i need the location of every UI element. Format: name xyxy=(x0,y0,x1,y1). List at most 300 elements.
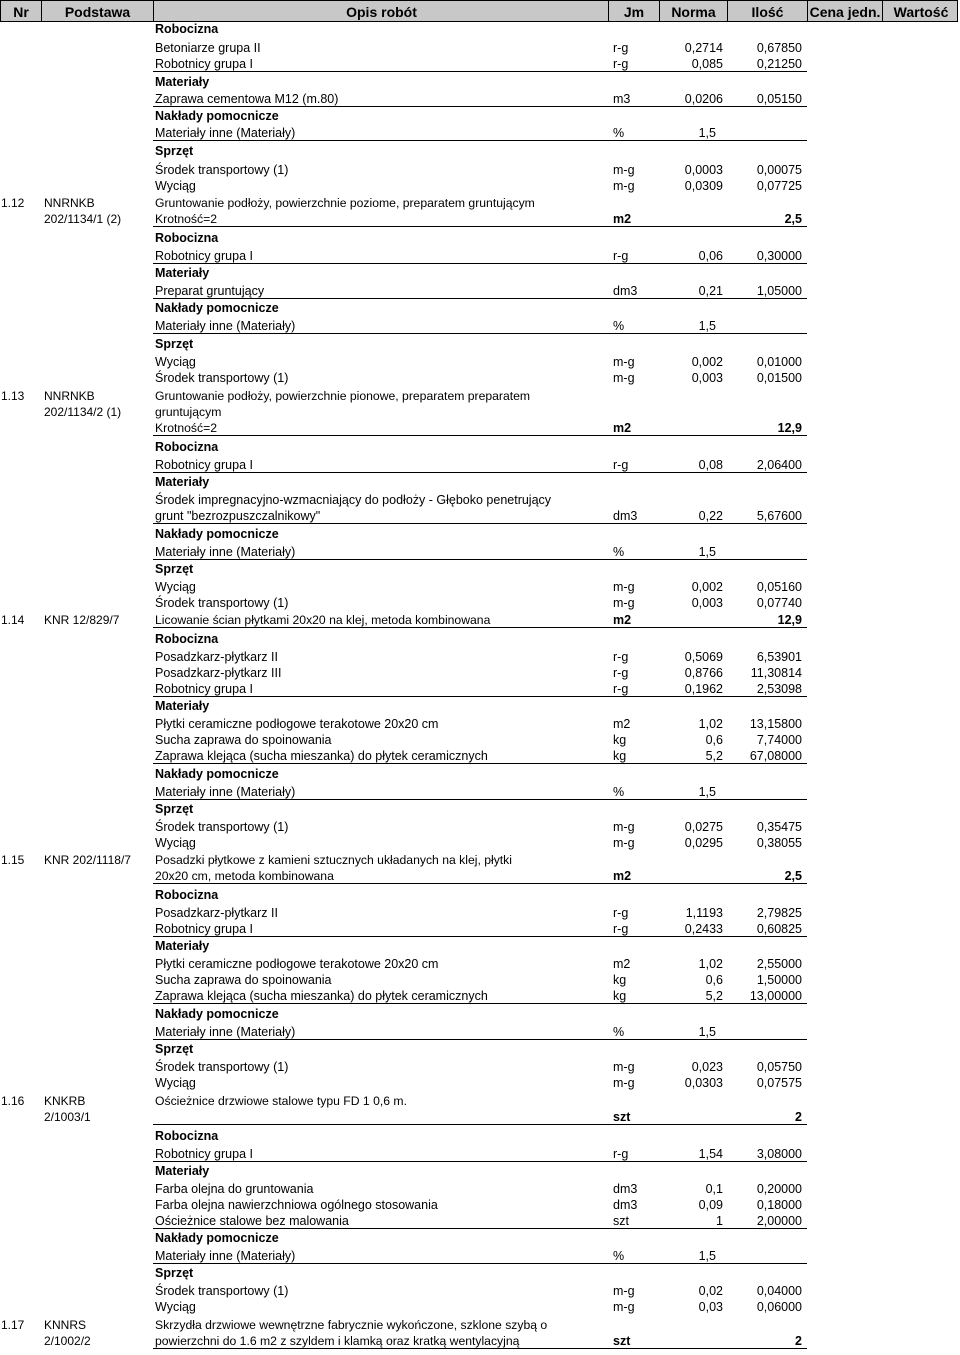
norm-value: 5,2 xyxy=(705,749,723,763)
description: Zaprawa klejąca (sucha mieszanka) do płytek ceramicznych xyxy=(155,989,488,1003)
section-header xyxy=(0,1163,958,1179)
quantity-value: 2 xyxy=(795,1334,802,1348)
unit: m2 xyxy=(613,957,631,971)
quantity-value: 0,20000 xyxy=(756,1182,802,1196)
norm-value: 0,2433 xyxy=(684,922,723,936)
row-underline xyxy=(153,1003,807,1004)
table-row xyxy=(0,988,958,1004)
table-row xyxy=(0,905,958,921)
unit: r-g xyxy=(613,666,629,680)
description: Ościeżnice drzwiowe stalowe typu FD 1 0,6 m. xyxy=(155,1094,407,1108)
table-row xyxy=(0,819,958,835)
position-basis: KNNRS xyxy=(44,1318,87,1332)
quantity-value: 0,04000 xyxy=(756,1284,802,1298)
position-row xyxy=(0,1317,958,1333)
norm-value: 0,21 xyxy=(698,284,723,298)
quantity-value: 13,00000 xyxy=(749,989,802,1003)
position-basis: NNRNKB xyxy=(44,389,95,403)
section-header xyxy=(0,1265,958,1281)
section-label: Robocizna xyxy=(155,22,219,36)
description: Środek transportowy (1) xyxy=(155,820,289,834)
norm-value: 0,0295 xyxy=(684,836,723,850)
table-row xyxy=(0,579,958,595)
section-label: Materiały xyxy=(155,1164,210,1178)
norm-value: 0,085 xyxy=(691,57,723,71)
section-header xyxy=(0,698,958,714)
quantity-value: 11,30814 xyxy=(750,666,802,680)
description: Środek transportowy (1) xyxy=(155,1284,289,1298)
section-header xyxy=(0,143,958,159)
norm-value: 0,002 xyxy=(691,355,723,369)
quantity-value: 2,06400 xyxy=(756,458,802,472)
table-row xyxy=(0,1299,958,1315)
norm-value: 0,0003 xyxy=(684,163,723,177)
position-row xyxy=(0,195,958,211)
unit: m3 xyxy=(613,92,631,106)
table-row xyxy=(0,1283,958,1299)
table-row xyxy=(0,835,958,851)
description: Farba olejna do gruntowania xyxy=(155,1182,314,1196)
description: Środek transportowy (1) xyxy=(155,1060,289,1074)
row-underline xyxy=(153,627,807,628)
norm-value: 0,1 xyxy=(705,1182,723,1196)
section-label: Sprzęt xyxy=(155,144,194,158)
unit: m-g xyxy=(613,836,635,850)
table-row xyxy=(0,40,958,56)
section-header xyxy=(0,1041,958,1057)
description: Sucha zaprawa do spoinowania xyxy=(155,733,332,747)
table-row xyxy=(0,1213,958,1229)
description: Środek transportowy (1) xyxy=(155,163,289,177)
description: Płytki ceramiczne podłogowe terakotowe 20x20 cm xyxy=(155,717,439,731)
unit: m-g xyxy=(613,580,635,594)
row-underline xyxy=(153,71,807,72)
table-row xyxy=(0,649,958,665)
norm-value: 0,02 xyxy=(698,1284,723,1298)
table-row xyxy=(0,921,958,937)
section-label: Nakłady pomocnicze xyxy=(155,767,279,781)
unit: m2 xyxy=(613,421,632,435)
position-basis: KNR 12/829/7 xyxy=(44,613,120,627)
section-header xyxy=(0,230,958,246)
section-header xyxy=(0,801,958,817)
section-label: Robocizna xyxy=(155,231,219,245)
section-label: Nakłady pomocnicze xyxy=(155,527,279,541)
unit: % xyxy=(613,319,625,333)
unit: kg xyxy=(613,989,627,1003)
norm-value: 0,0206 xyxy=(684,92,723,106)
unit: m2 xyxy=(613,212,632,226)
section-label: Nakłady pomocnicze xyxy=(155,1007,279,1021)
norm-value: 0,5069 xyxy=(684,650,723,664)
table-row xyxy=(0,457,958,473)
norm-value: 1,5 xyxy=(698,1025,716,1039)
description: Materiały inne (Materiały) xyxy=(155,126,296,140)
description: Zaprawa cementowa M12 (m.80) xyxy=(155,92,339,106)
unit: r-g xyxy=(613,650,629,664)
section-header xyxy=(0,561,958,577)
row-underline xyxy=(153,1124,807,1125)
position-basis: KNR 202/1118/7 xyxy=(44,853,131,867)
quantity-value: 0,07725 xyxy=(756,179,802,193)
unit: m2 xyxy=(613,869,632,883)
section-header xyxy=(0,265,958,281)
unit: r-g xyxy=(613,1147,629,1161)
description: Posadzkarz-płytkarz II xyxy=(155,650,278,664)
unit: m-g xyxy=(613,596,635,610)
row-underline xyxy=(153,298,807,299)
table-row xyxy=(0,492,958,508)
table-row xyxy=(0,748,958,764)
quantity-value: 2,79825 xyxy=(756,906,802,920)
row-underline xyxy=(153,140,807,141)
position-row xyxy=(0,612,958,628)
description: 20x20 cm, metoda kombinowana xyxy=(155,869,334,883)
row-underline xyxy=(153,106,807,107)
quantity-value: 0,35475 xyxy=(756,820,802,834)
table-row xyxy=(0,732,958,748)
section-header xyxy=(0,300,958,316)
description: Posadzkarz-płytkarz II xyxy=(155,906,278,920)
norm-value: 0,003 xyxy=(691,371,723,385)
position-number: 1.13 xyxy=(1,389,25,403)
table-row xyxy=(0,283,958,299)
row-underline xyxy=(153,696,807,697)
quantity-value: 0,30000 xyxy=(756,249,802,263)
norm-value: 0,06 xyxy=(698,249,723,263)
table-row xyxy=(0,1197,958,1213)
position-basis: 2/1002/2 xyxy=(44,1334,91,1348)
quantity-value: 2,5 xyxy=(784,212,802,226)
description: Wyciąg xyxy=(155,179,196,193)
unit: r-g xyxy=(613,682,629,696)
description: Robotnicy grupa I xyxy=(155,458,253,472)
position-basis: 202/1134/2 (1) xyxy=(44,405,122,419)
description: Gruntowanie podłoży, powierzchnie poziome, preparatem gruntującym xyxy=(155,196,535,210)
section-header xyxy=(0,938,958,954)
description: Wyciąg xyxy=(155,580,196,594)
quantity-value: 2 xyxy=(795,1110,802,1124)
unit: m-g xyxy=(613,355,635,369)
quantity-value: 0,05750 xyxy=(756,1060,802,1074)
unit: r-g xyxy=(613,458,629,472)
description: Płytki ceramiczne podłogowe terakotowe 20x20 cm xyxy=(155,957,439,971)
quantity-value: 1,05000 xyxy=(756,284,802,298)
unit: dm3 xyxy=(613,284,638,298)
section-header xyxy=(0,336,958,352)
norm-value: 0,03 xyxy=(698,1300,723,1314)
norm-value: 0,6 xyxy=(705,973,723,987)
unit: m-g xyxy=(613,179,635,193)
table-row xyxy=(0,1146,958,1162)
row-underline xyxy=(153,472,807,473)
table-row xyxy=(0,370,958,386)
description: Środek impregnacyjno-wzmacniający do podłoży - Głęboko penetrujący xyxy=(155,493,552,507)
position-row xyxy=(0,388,958,404)
section-header xyxy=(0,439,958,455)
quantity-value: 0,21250 xyxy=(756,57,802,71)
quantity-value: 0,01500 xyxy=(756,371,802,385)
norm-value: 1,5 xyxy=(698,1249,716,1263)
description: Robotnicy grupa I xyxy=(155,249,253,263)
section-label: Nakłady pomocnicze xyxy=(155,109,279,123)
position-number: 1.17 xyxy=(1,1318,25,1332)
description: Preparat gruntujący xyxy=(155,284,265,298)
position-number: 1.12 xyxy=(1,196,25,210)
description: Wyciąg xyxy=(155,836,196,850)
unit: r-g xyxy=(613,922,629,936)
section-header xyxy=(0,526,958,542)
header-podstawa: Podstawa xyxy=(64,4,131,20)
position-number: 1.16 xyxy=(1,1094,25,1108)
unit: r-g xyxy=(613,57,629,71)
description: Materiały inne (Materiały) xyxy=(155,1249,296,1263)
norm-value: 5,2 xyxy=(705,989,723,1003)
section-label: Robocizna xyxy=(155,632,219,646)
unit: % xyxy=(613,126,625,140)
norm-value: 1,02 xyxy=(698,957,723,971)
unit: m-g xyxy=(613,1300,635,1314)
section-header xyxy=(0,1128,958,1144)
norm-value: 0,2714 xyxy=(684,41,723,55)
section-label: Robocizna xyxy=(155,888,219,902)
position-basis: KNKRB xyxy=(44,1094,86,1108)
row-underline xyxy=(153,523,807,524)
table-row xyxy=(0,404,958,420)
norm-value: 1,5 xyxy=(698,126,716,140)
unit: % xyxy=(613,1249,625,1263)
unit: r-g xyxy=(613,249,629,263)
description: Materiały inne (Materiały) xyxy=(155,785,296,799)
row-underline xyxy=(153,799,807,800)
row-underline xyxy=(153,763,807,764)
description: Farba olejna nawierzchniowa ogólnego stosowania xyxy=(155,1198,438,1212)
section-label: Robocizna xyxy=(155,440,219,454)
norm-value: 1 xyxy=(716,1214,723,1228)
unit: m2 xyxy=(613,717,631,731)
row-underline xyxy=(153,226,807,227)
description: Krotność=2 xyxy=(155,421,217,435)
norm-value: 1,1193 xyxy=(685,906,723,920)
quantity-value: 3,08000 xyxy=(756,1147,802,1161)
table-row xyxy=(0,125,958,141)
description: Gruntowanie podłoży, powierzchnie pionowe, preparatem preparatem xyxy=(155,389,531,403)
description: Licowanie ścian płytkami 20x20 na klej, metoda kombinowana xyxy=(155,613,491,627)
section-header xyxy=(0,474,958,490)
unit: % xyxy=(613,1025,625,1039)
position-basis: 2/1003/1 xyxy=(44,1110,91,1124)
norm-value: 1,02 xyxy=(698,717,723,731)
quantity-value: 2,53098 xyxy=(756,682,802,696)
description: Posadzki płytkowe z kamieni sztucznych układanych na klej, płytki xyxy=(155,853,512,867)
header-wartosc: Wartość xyxy=(893,4,949,20)
description: grunt "bezrozpuszczalnikowy" xyxy=(155,509,321,523)
section-header xyxy=(0,74,958,90)
description: Robotnicy grupa I xyxy=(155,682,253,696)
row-underline xyxy=(153,435,807,436)
section-label: Robocizna xyxy=(155,1129,219,1143)
norm-value: 0,003 xyxy=(691,596,723,610)
unit: szt xyxy=(613,1214,629,1228)
description: Krotność=2 xyxy=(155,212,217,226)
description: Robotnicy grupa I xyxy=(155,1147,253,1161)
norm-value: 0,6 xyxy=(705,733,723,747)
unit: m-g xyxy=(613,1284,635,1298)
description: Wyciąg xyxy=(155,355,196,369)
description: Wyciąg xyxy=(155,1300,196,1314)
unit: m-g xyxy=(613,163,635,177)
table-row xyxy=(0,178,958,194)
table-row xyxy=(0,544,958,560)
section-header xyxy=(0,631,958,647)
norm-value: 0,0309 xyxy=(684,179,723,193)
section-label: Materiały xyxy=(155,939,210,953)
quantity-value: 1,50000 xyxy=(756,973,802,987)
quantity-value: 5,67600 xyxy=(756,509,802,523)
norm-value: 1,54 xyxy=(698,1147,723,1161)
quantity-value: 2,00000 xyxy=(756,1214,802,1228)
row-underline xyxy=(153,1348,807,1349)
quantity-value: 0,00075 xyxy=(756,163,802,177)
description: Skrzydła drzwiowe wewnętrzne fabrycznie wykończone, szklone szybą o xyxy=(155,1318,548,1332)
quantity-value: 12,9 xyxy=(777,613,802,627)
section-label: Nakłady pomocnicze xyxy=(155,301,279,315)
description: Materiały inne (Materiały) xyxy=(155,319,296,333)
header-ilosc: Ilość xyxy=(751,4,784,20)
table-row xyxy=(0,681,958,697)
row-underline xyxy=(153,1161,807,1162)
section-label: Sprzęt xyxy=(155,1042,194,1056)
row-underline xyxy=(153,1263,807,1264)
unit: szt xyxy=(613,1110,631,1124)
table-row xyxy=(0,354,958,370)
unit: m2 xyxy=(613,613,632,627)
row-underline xyxy=(153,263,807,264)
unit: dm3 xyxy=(613,509,638,523)
section-header xyxy=(0,1006,958,1022)
description: Materiały inne (Materiały) xyxy=(155,545,296,559)
header-opis: Opis robót xyxy=(346,4,417,20)
table-row xyxy=(0,595,958,611)
position-number: 1.15 xyxy=(1,853,25,867)
unit: m-g xyxy=(613,1060,635,1074)
unit: dm3 xyxy=(613,1198,638,1212)
table-row xyxy=(0,248,958,264)
description: Posadzkarz-płytkarz III xyxy=(155,666,282,680)
norm-value: 0,22 xyxy=(698,509,723,523)
norm-value: 0,08 xyxy=(698,458,723,472)
table-row xyxy=(0,868,958,884)
section-header xyxy=(0,766,958,782)
row-underline xyxy=(153,559,807,560)
position-number: 1.14 xyxy=(1,613,25,627)
unit: szt xyxy=(613,1334,631,1348)
description: Środek transportowy (1) xyxy=(155,596,289,610)
position-basis: NNRNKB xyxy=(44,196,95,210)
unit: m-g xyxy=(613,371,635,385)
description: Materiały inne (Materiały) xyxy=(155,1025,296,1039)
description: Betoniarze grupa II xyxy=(155,41,261,55)
unit: kg xyxy=(613,733,627,747)
norm-value: 0,1962 xyxy=(684,682,723,696)
section-label: Materiały xyxy=(155,266,210,280)
header-jm: Jm xyxy=(623,4,645,20)
quantity-value: 0,07740 xyxy=(756,596,802,610)
table-row xyxy=(0,420,958,436)
row-underline xyxy=(153,936,807,937)
section-label: Nakłady pomocnicze xyxy=(155,1231,279,1245)
description: gruntującym xyxy=(155,405,222,419)
quantity-value: 13,15800 xyxy=(749,717,802,731)
quantity-value: 0,67850 xyxy=(756,41,802,55)
norm-value: 0,023 xyxy=(691,1060,723,1074)
quantity-value: 0,05160 xyxy=(756,580,802,594)
quantity-value: 0,05150 xyxy=(756,92,802,106)
table-row xyxy=(0,1248,958,1264)
table-row xyxy=(0,784,958,800)
table-row xyxy=(0,1024,958,1040)
norm-value: 1,5 xyxy=(698,785,716,799)
quantity-value: 0,01000 xyxy=(756,355,802,369)
row-underline xyxy=(153,333,807,334)
table-row xyxy=(0,665,958,681)
section-label: Materiały xyxy=(155,75,210,89)
unit: dm3 xyxy=(613,1182,638,1196)
section-header xyxy=(0,21,958,37)
position-basis: 202/1134/1 (2) xyxy=(44,212,122,226)
section-label: Sprzęt xyxy=(155,802,194,816)
quantity-value: 7,74000 xyxy=(756,733,802,747)
norm-value: 0,8766 xyxy=(684,666,723,680)
section-header xyxy=(0,108,958,124)
section-label: Sprzęt xyxy=(155,1266,194,1280)
quantity-value: 0,06000 xyxy=(756,1300,802,1314)
table-row xyxy=(0,972,958,988)
description: Robotnicy grupa I xyxy=(155,922,253,936)
description: Robotnicy grupa I xyxy=(155,57,253,71)
row-underline xyxy=(153,1228,807,1229)
description: powierzchni do 1.6 m2 z szyldem i klamką oraz kratką wentylacyjną xyxy=(155,1334,520,1348)
norm-value: 1,5 xyxy=(698,319,716,333)
table-row xyxy=(0,91,958,107)
table-row xyxy=(0,56,958,72)
norm-value: 0,0275 xyxy=(684,820,723,834)
position-row xyxy=(0,1093,958,1109)
position-row xyxy=(0,852,958,868)
row-underline xyxy=(153,1039,807,1040)
norm-value: 0,0303 xyxy=(684,1076,723,1090)
description: Zaprawa klejąca (sucha mieszanka) do płytek ceramicznych xyxy=(155,749,488,763)
norm-value: 0,002 xyxy=(691,580,723,594)
table-row xyxy=(0,318,958,334)
norm-value: 0,09 xyxy=(698,1198,723,1212)
description: Sucha zaprawa do spoinowania xyxy=(155,973,332,987)
unit: m-g xyxy=(613,820,635,834)
description: Wyciąg xyxy=(155,1076,196,1090)
table-row xyxy=(0,211,958,227)
norm-value: 1,5 xyxy=(698,545,716,559)
section-label: Sprzęt xyxy=(155,562,194,576)
header-cena: Cena jedn. xyxy=(809,4,881,20)
table-row xyxy=(0,1181,958,1197)
unit: r-g xyxy=(613,41,629,55)
quantity-value: 0,18000 xyxy=(756,1198,802,1212)
unit: % xyxy=(613,785,625,799)
quantity-value: 67,08000 xyxy=(749,749,802,763)
description: Środek transportowy (1) xyxy=(155,371,289,385)
quantity-value: 12,9 xyxy=(777,421,802,435)
unit: kg xyxy=(613,973,627,987)
